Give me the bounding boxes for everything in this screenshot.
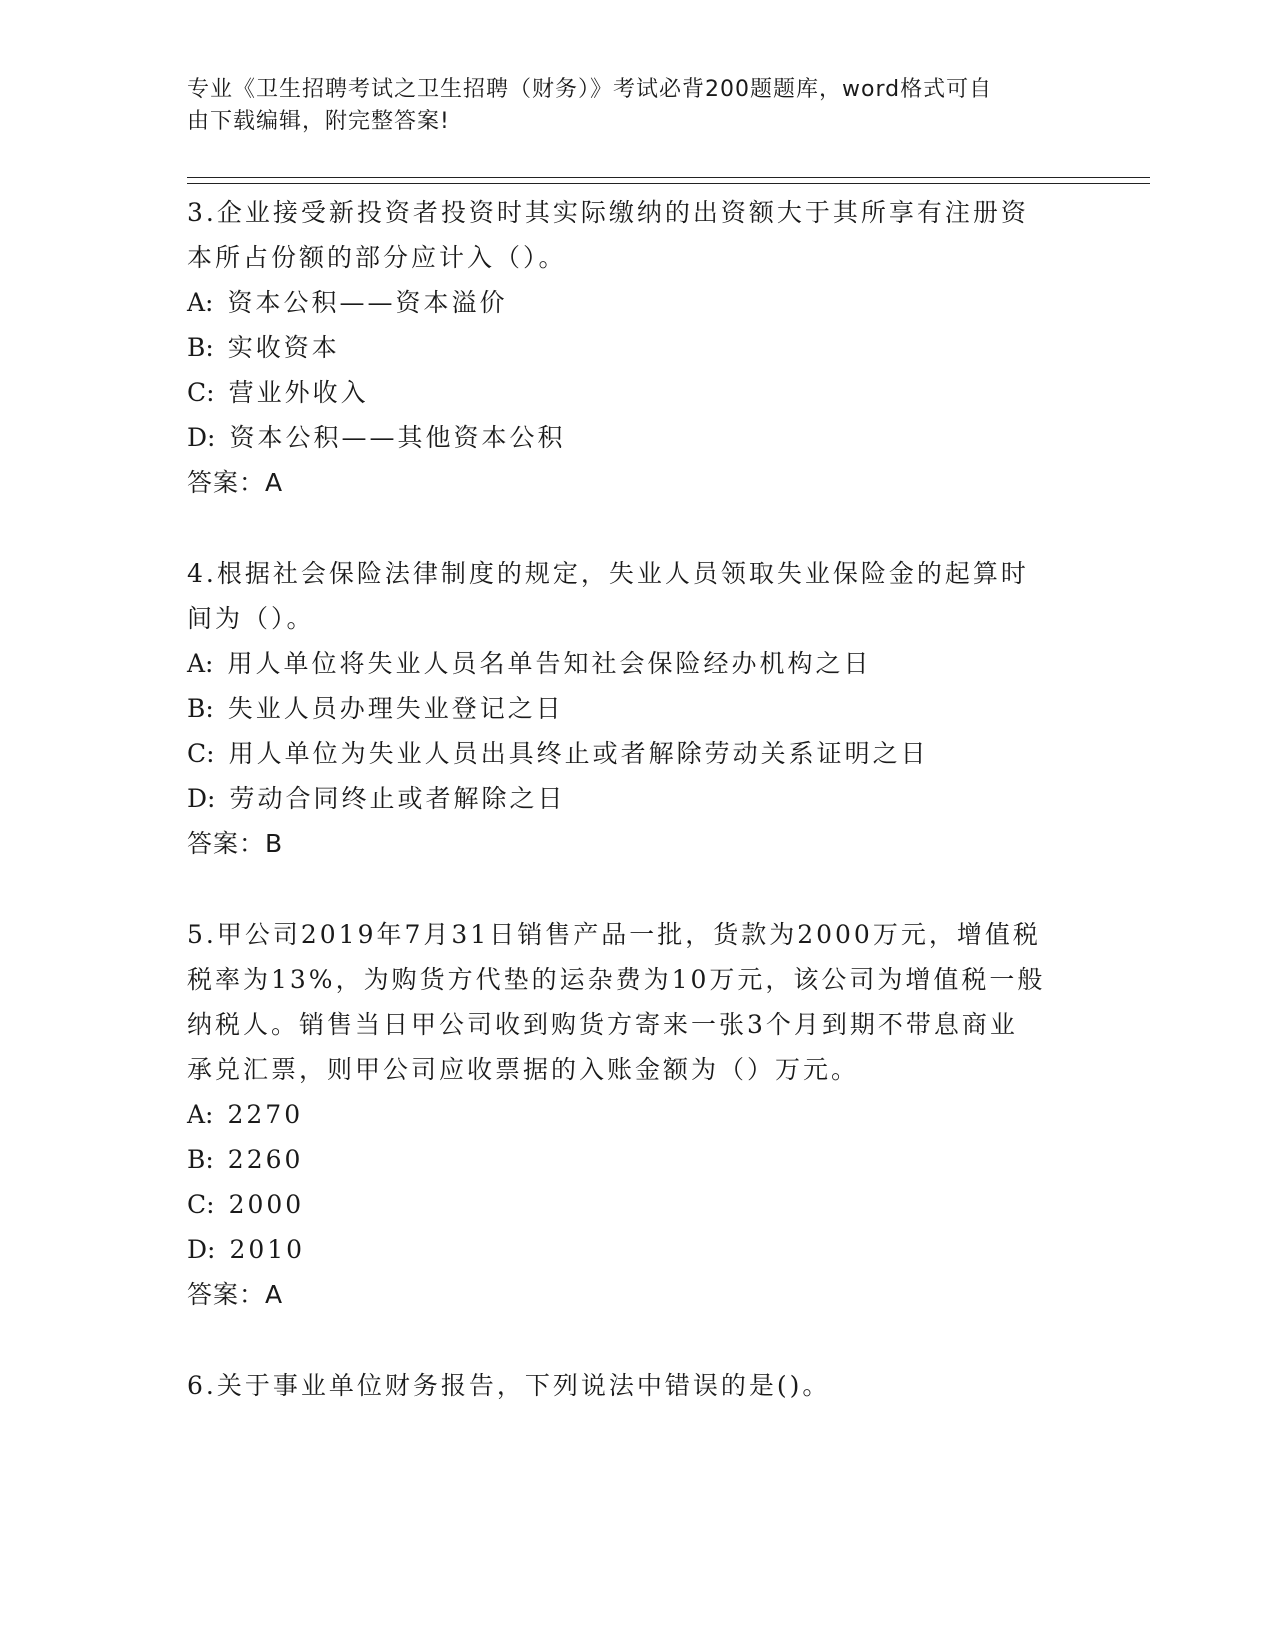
option-text: 营业外收入 bbox=[228, 378, 369, 407]
answer-line: 答案：A bbox=[187, 1280, 284, 1309]
document-header bbox=[187, 74, 1067, 138]
question-6 bbox=[187, 1363, 1067, 1408]
option-key: C: bbox=[187, 1190, 215, 1219]
option-key: A: bbox=[187, 649, 214, 678]
option-c bbox=[187, 370, 1067, 415]
option-text: 用人单位为失业人员出具终止或者解除劳动关系证明之日 bbox=[228, 739, 929, 768]
option-text: 2000 bbox=[228, 1190, 305, 1219]
answer-line: 答案：A bbox=[187, 468, 284, 497]
option-text: 2010 bbox=[229, 1235, 306, 1264]
header-line-1: 专业《卫生招聘考试之卫生招聘（财务）》考试必背200题题库，word格式可自 bbox=[187, 77, 993, 102]
question-text: 5.甲公司2019年7月31日销售产品一批，货款为2000万元，增值税 bbox=[187, 920, 1041, 949]
option-key: C: bbox=[187, 378, 215, 407]
option-d bbox=[187, 415, 1067, 460]
option-b bbox=[187, 1137, 1067, 1182]
option-key: C: bbox=[187, 739, 215, 768]
question-3 bbox=[187, 190, 1067, 505]
option-text: 资本公积——其他资本公积 bbox=[229, 423, 566, 452]
question-text: 6.关于事业单位财务报告，下列说法中错误的是()。 bbox=[187, 1371, 831, 1400]
option-a bbox=[187, 280, 1067, 325]
option-text: 2260 bbox=[227, 1145, 304, 1174]
option-key: B: bbox=[187, 333, 214, 362]
option-c bbox=[187, 1182, 1067, 1227]
header-line-2: 由下载编辑，附完整答案! bbox=[187, 109, 450, 134]
option-key: A: bbox=[187, 288, 214, 317]
question-4 bbox=[187, 551, 1067, 866]
header-divider-top bbox=[187, 177, 1150, 178]
option-text: 2270 bbox=[227, 1100, 304, 1129]
question-text: 3.企业接受新投资者投资时其实际缴纳的出资额大于其所享有注册资 bbox=[187, 198, 1029, 227]
option-key: D: bbox=[187, 1235, 216, 1264]
option-key: B: bbox=[187, 1145, 214, 1174]
question-text: 间为（）。 bbox=[187, 604, 315, 633]
question-text: 税率为13%，为购货方代垫的运杂费为10万元，该公司为增值税一般 bbox=[187, 965, 1046, 994]
option-d bbox=[187, 1227, 1067, 1272]
header-divider-bottom bbox=[187, 183, 1150, 184]
option-key: B: bbox=[187, 694, 214, 723]
question-text: 纳税人。销售当日甲公司收到购货方寄来一张3个月到期不带息商业 bbox=[187, 1010, 1018, 1039]
option-text: 劳动合同终止或者解除之日 bbox=[229, 784, 566, 813]
question-text: 承兑汇票，则甲公司应收票据的入账金额为（）万元。 bbox=[187, 1055, 860, 1084]
option-a bbox=[187, 641, 1067, 686]
option-text: 实收资本 bbox=[227, 333, 340, 362]
option-key: A: bbox=[187, 1100, 214, 1129]
option-b bbox=[187, 686, 1067, 731]
option-text: 资本公积——资本溢价 bbox=[227, 288, 508, 317]
question-list bbox=[187, 190, 1067, 1454]
question-text: 本所占份额的部分应计入（）。 bbox=[187, 243, 567, 272]
question-5 bbox=[187, 912, 1067, 1317]
option-d bbox=[187, 776, 1067, 821]
question-text: 4.根据社会保险法律制度的规定，失业人员领取失业保险金的起算时 bbox=[187, 559, 1029, 588]
option-c bbox=[187, 731, 1067, 776]
option-text: 用人单位将失业人员名单告知社会保险经办机构之日 bbox=[227, 649, 872, 678]
option-text: 失业人员办理失业登记之日 bbox=[227, 694, 564, 723]
option-b bbox=[187, 325, 1067, 370]
option-key: D: bbox=[187, 423, 216, 452]
option-a bbox=[187, 1092, 1067, 1137]
answer-line: 答案：B bbox=[187, 829, 284, 858]
option-key: D: bbox=[187, 784, 216, 813]
